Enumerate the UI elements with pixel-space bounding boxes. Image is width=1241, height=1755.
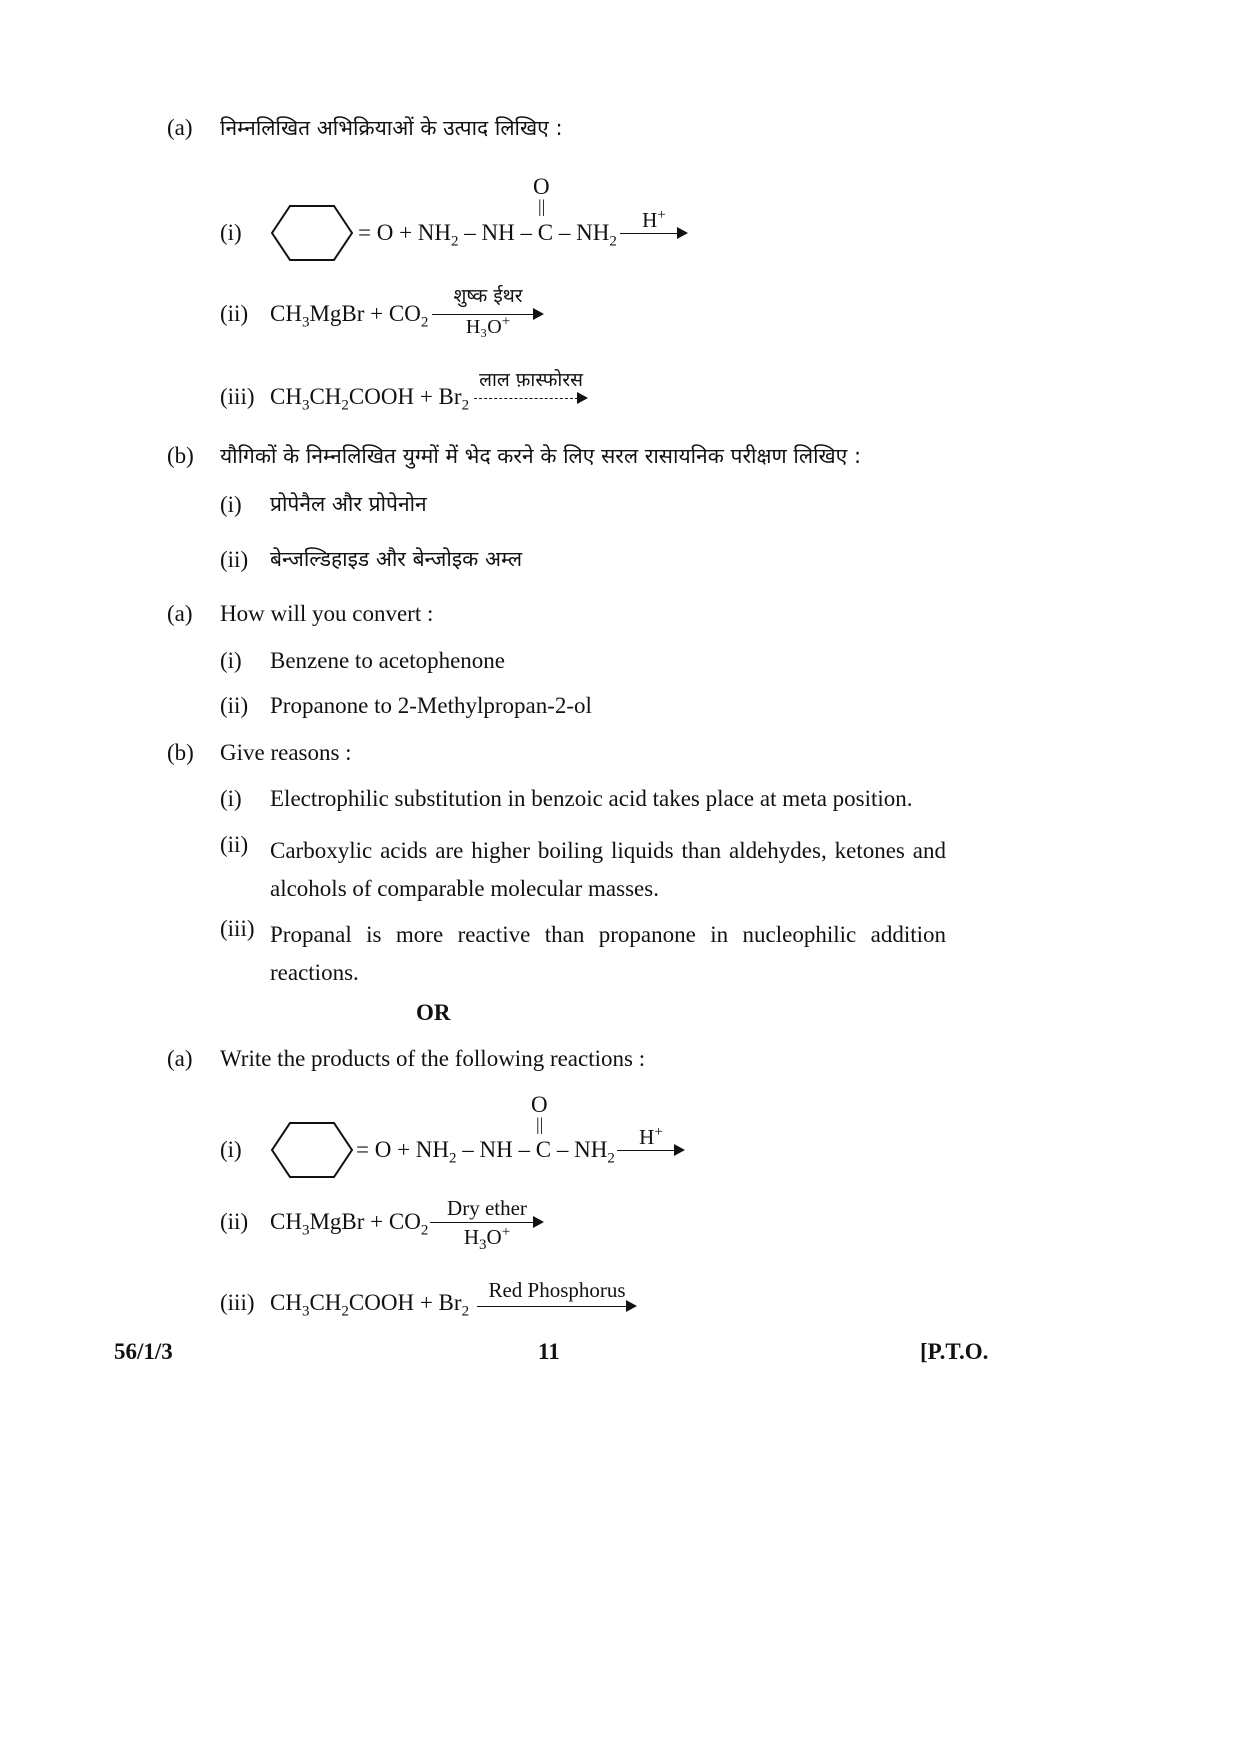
part3-r2-under: $H_3O^+$: [463, 1224, 511, 1254]
part1-r1-equation: = $O + NH_2$ – NH – C – $NH_2$: [358, 220, 617, 250]
part2-b-item-label: (i): [220, 786, 242, 811]
part1-r1-label: (i): [220, 220, 242, 245]
part2-b-item-label: (ii): [220, 832, 249, 857]
part2-b-item-label: (iii): [220, 916, 255, 941]
part3-r2-over: Dry ether: [447, 1196, 527, 1220]
part1-b-instruction: यौगिकों के निम्नलिखित युग्मों में भेद करने के लिए सरल रासायनिक परीक्षण लिखिए :: [220, 444, 862, 468]
part3-r3-reactants: $CH_3CH_2COOH + Br_2$: [270, 1290, 470, 1320]
part1-b-item-text: प्रोपेनैल और प्रोपेनोन: [270, 492, 427, 516]
part1-r2-over: शुष्क ईथर: [453, 285, 523, 307]
part1-r1-arrow: [620, 208, 688, 248]
part1-r3-arrow: [474, 366, 588, 410]
part2-a-label: (a): [167, 601, 193, 626]
or-separator: OR: [416, 1000, 451, 1025]
part1-a-label: (a): [167, 115, 193, 140]
part3-r1-double-bond: ||: [536, 1114, 544, 1134]
part1-b-item-text: बेन्जल्डिहाइड और बेन्जोइक अम्ल: [270, 547, 523, 571]
part3-a-instruction: Write the products of the following reactions :: [220, 1046, 646, 1071]
part3-r3-label: (iii): [220, 1290, 255, 1315]
part3-r1-arrow: [617, 1125, 685, 1165]
cyclohexane-ring: [270, 204, 354, 262]
part3-r1-label: (i): [220, 1137, 242, 1162]
part1-r3-label: (iii): [220, 384, 255, 409]
part2-a-item-label: (i): [220, 648, 242, 673]
part3-r2-arrow: [430, 1196, 544, 1260]
part1-r1-double-bond: ||: [538, 196, 546, 216]
part1-b-label: (b): [167, 443, 194, 468]
footer-page-number: 11: [538, 1339, 560, 1364]
part3-a-label: (a): [167, 1046, 193, 1071]
part1-b-item-label: (i): [220, 492, 242, 517]
part3-r1-catalyst: H+: [639, 1124, 663, 1149]
part1-r2-arrow: [432, 282, 544, 346]
part3-r2-reactants: $CH_3MgBr + CO_2$: [270, 1209, 429, 1239]
part2-b-label: (b): [167, 740, 194, 765]
part2-b-item-text: Propanal is more reactive than propanone in nucleophilic addition reactions.: [270, 922, 946, 985]
part1-r2-under: H₃O+: [465, 313, 511, 338]
part3-r2-label: (ii): [220, 1209, 249, 1234]
part2-a-question: How will you convert :: [220, 601, 434, 626]
cyclohexane-ring: [270, 1121, 354, 1179]
part1-r3-over: लाल फ़ास्फोरस: [479, 369, 583, 391]
part2-b-item-text: Carboxylic acids are higher boiling liquids than aldehydes, ketones and alcohols of comparable molecular masses.: [270, 838, 946, 901]
part1-a-instruction: निम्नलिखित अभिक्रियाओं के उत्पाद लिखिए :: [220, 116, 563, 140]
part1-r2-reactants: $CH_3MgBr + CO_2$: [270, 301, 429, 331]
part3-r1-oxygen: O: [531, 1092, 548, 1117]
part1-r2-label: (ii): [220, 301, 249, 326]
part1-r1-oxygen: O: [533, 174, 550, 199]
part2-b-question: Give reasons :: [220, 740, 352, 765]
part1-b-item-label: (ii): [220, 547, 249, 572]
part1-r1-catalyst: H+: [642, 207, 666, 232]
part3-r3-over: Red Phosphorus: [488, 1278, 626, 1302]
part1-r3-reactants: $CH_3CH_2COOH + Br_2$: [270, 384, 470, 414]
part3-r1-equation: = $O + NH_2$ – NH – C – $NH_2$: [356, 1137, 615, 1167]
footer-pto: [P.T.O.: [920, 1339, 989, 1364]
footer-paper-code: 56/1/3: [114, 1339, 173, 1364]
part2-b-item-text: Electrophilic substitution in benzoic acid takes place at meta position.: [270, 786, 913, 811]
part2-a-item-text: Benzene to acetophenone: [270, 648, 505, 673]
part2-a-item-label: (ii): [220, 693, 249, 718]
part2-a-item-text: Propanone to 2-Methylpropan-2-ol: [270, 693, 592, 718]
part3-r3-arrow: [477, 1278, 637, 1318]
